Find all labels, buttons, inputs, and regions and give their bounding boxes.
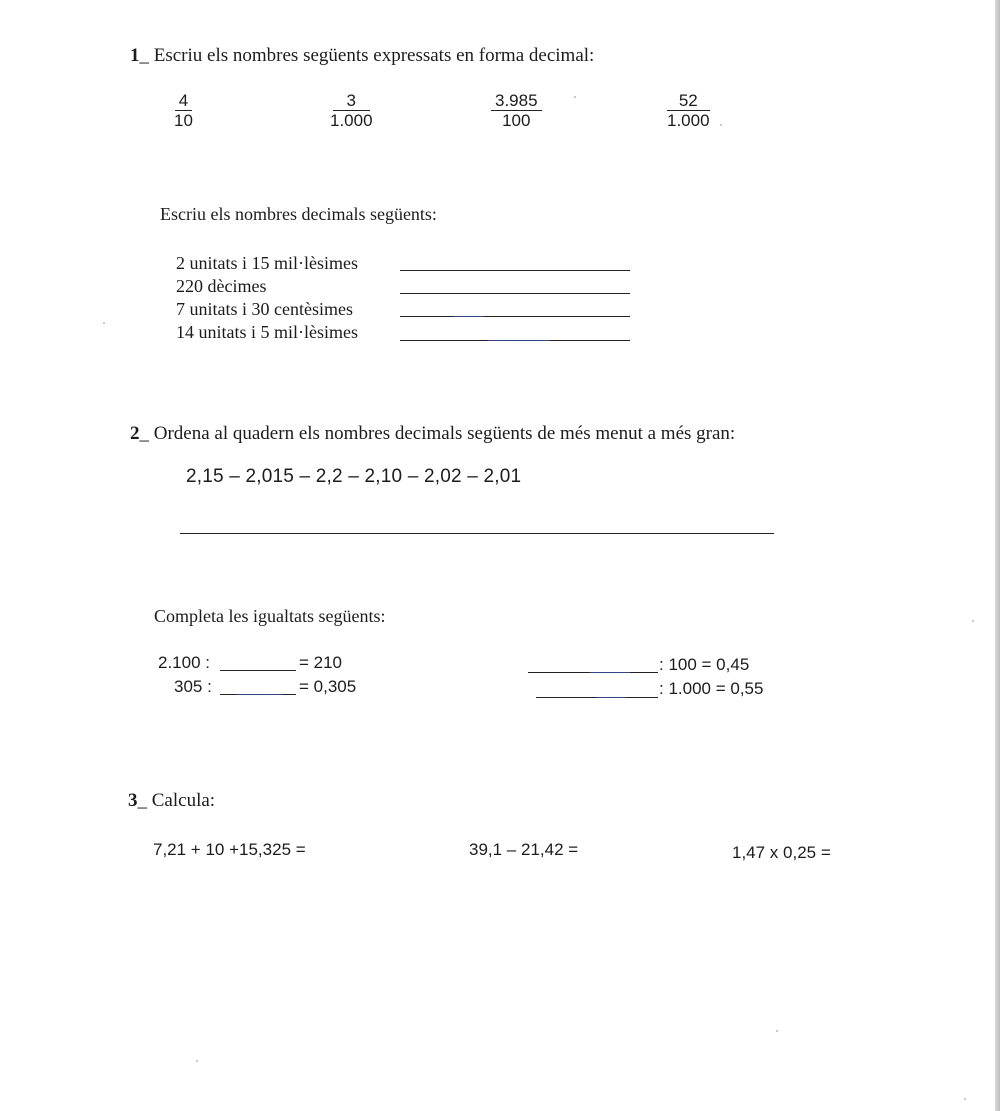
section-1-title: Escriu els nombres següents expressats en forma decimal: xyxy=(153,45,595,66)
scan-speck xyxy=(972,620,974,622)
fraction-1 xyxy=(172,92,195,131)
answer-line-item-2[interactable] xyxy=(400,293,630,294)
fraction-1-denominator: 10 xyxy=(174,111,193,130)
section-3-heading: 3_ Calcula: xyxy=(128,790,216,811)
equality-2-left: 305 : xyxy=(174,677,212,696)
fraction-2 xyxy=(328,92,375,131)
equality-1-blank[interactable] xyxy=(220,670,296,671)
faint-ink-mark xyxy=(454,316,484,317)
scan-speck xyxy=(196,1060,198,1062)
equality-1-right: = 210 xyxy=(299,653,343,672)
faint-ink-mark xyxy=(236,694,282,695)
section-1-subtitle: Escriu els nombres decimals següents: xyxy=(160,204,437,224)
section-3-number: 3 xyxy=(128,790,138,811)
section-1-number: 1 xyxy=(130,45,140,66)
fraction-3-denominator: 100 xyxy=(502,111,531,130)
fraction-4 xyxy=(665,92,712,131)
section-1-heading: 1_ Escriu els nombres següents expressats en forma decimal: xyxy=(130,45,595,66)
scan-speck xyxy=(964,1098,966,1100)
scan-speck xyxy=(776,1030,778,1032)
scan-speck xyxy=(103,322,105,324)
equality-3-right: : 100 = 0,45 xyxy=(659,655,750,674)
decimal-sequence: 2,15 – 2,015 – 2,2 – 2,10 – 2,02 – 2,01 xyxy=(186,466,522,487)
faint-ink-mark xyxy=(596,697,626,698)
fraction-4-denominator: 1.000 xyxy=(667,111,710,130)
decimal-item: 220 dècimes xyxy=(176,276,267,296)
faint-ink-mark xyxy=(488,340,550,341)
equality-2-right: = 0,305 xyxy=(299,677,357,696)
answer-line-item-3[interactable] xyxy=(400,316,630,317)
equality-4-right: : 1.000 = 0,55 xyxy=(659,679,764,698)
decimal-item: 7 unitats i 30 centèsimes xyxy=(176,299,353,319)
calc-op-1: 7,21 + 10 +15,325 = xyxy=(153,840,306,859)
answer-line-item-1[interactable] xyxy=(400,270,630,271)
equality-1-left: 2.100 : xyxy=(158,653,210,672)
faint-ink-mark xyxy=(590,672,630,673)
calc-op-2: 39,1 – 21,42 = xyxy=(469,840,579,859)
scan-speck xyxy=(720,124,722,126)
fraction-4-numerator: 52 xyxy=(667,92,710,111)
section-3-title: Calcula: xyxy=(151,790,216,811)
section-2-number: 2 xyxy=(130,423,140,444)
section-2-title: Ordena al quadern els nombres decimals següents de més menut a més gran: xyxy=(153,423,736,444)
decimal-item: 2 unitats i 15 mil·lèsimes xyxy=(176,253,358,273)
order-answer-line[interactable] xyxy=(180,533,774,534)
fraction-3 xyxy=(491,92,542,131)
section-2-heading: 2_ Ordena al quadern els nombres decimals següents de més menut a més gran: xyxy=(130,423,736,444)
decimal-items-list xyxy=(176,252,358,344)
calc-op-3: 1,47 x 0,25 = xyxy=(732,843,831,862)
fraction-2-denominator: 1.000 xyxy=(330,111,373,130)
decimal-item: 14 unitats i 5 mil·lèsimes xyxy=(176,322,358,342)
fraction-2-numerator: 3 xyxy=(333,92,370,111)
scan-speck xyxy=(574,96,576,98)
fraction-3-numerator: 3.985 xyxy=(491,92,542,111)
fraction-1-numerator: 4 xyxy=(175,92,192,111)
section-2-subtitle: Completa les igualtats següents: xyxy=(154,606,386,626)
scan-edge xyxy=(995,0,1000,1111)
